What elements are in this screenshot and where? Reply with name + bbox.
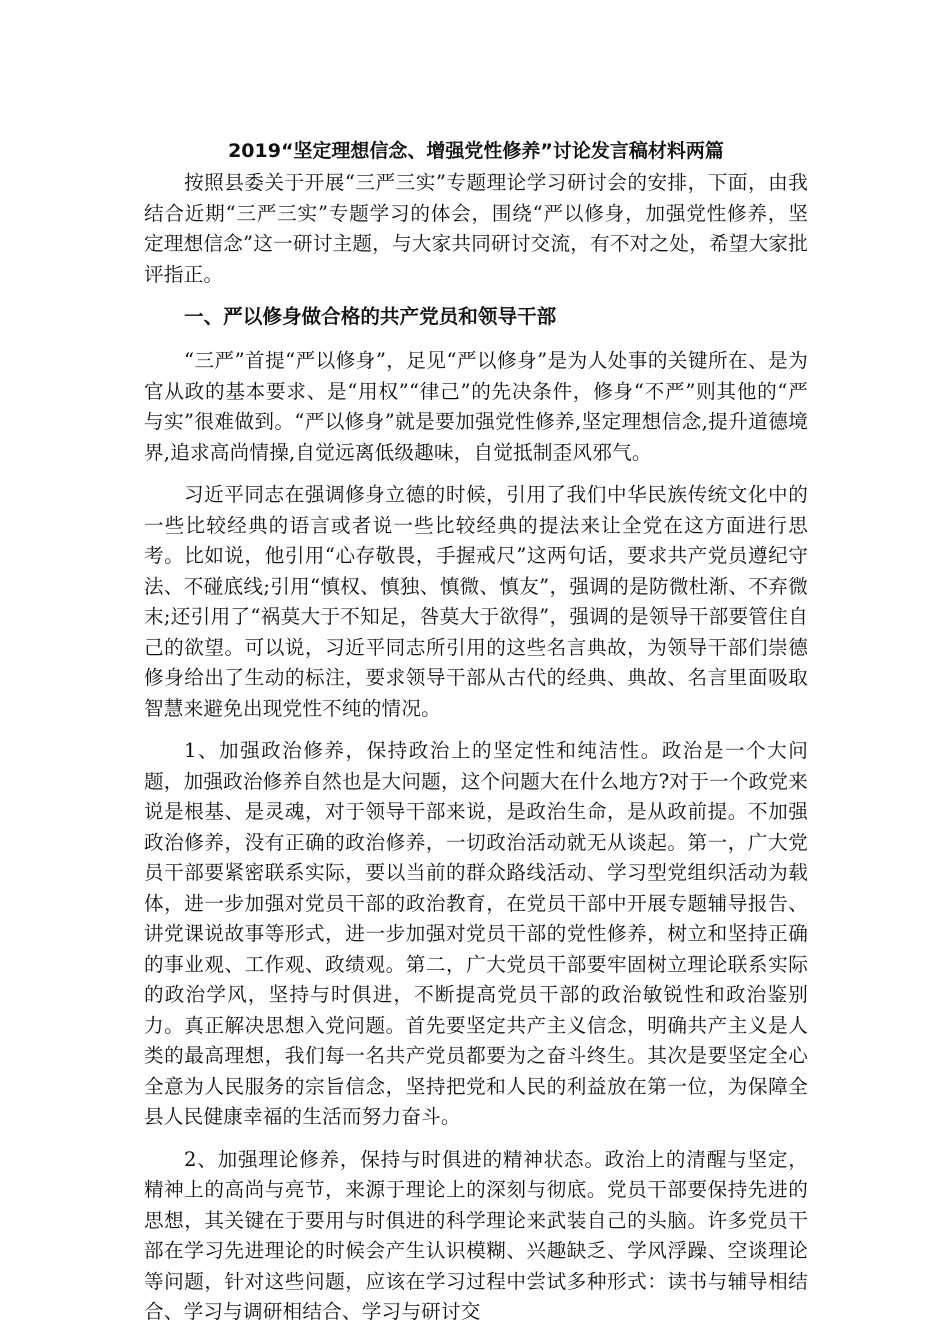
document-body [144,136,808,1340]
body-paragraph: “三严”首提“严以修身”，足见“严以修身”是为人处事的关键所在、是为官从政的基本要求、是“用权”“律己”的先决条件，修身“不严”则其他的“严与实”很难做到。“严以修身”就是要加强党性修养,坚定理想信念,提升道德境界,追求高尚情操,自觉远离低级趣味，自觉抵制歪风邪气。 [144,349,808,464]
document-title: 2019“坚定理想信念、增强党性修养”讨论发言稿材料两篇 [228,140,724,162]
intro-paragraph: 按照县委关于开展“三严三实”专题理论学习研讨会的安排，下面，由我结合近期“三严三实”专题学习的体会，围绕“严以修身，加强党性修养，坚定理想信念”这一研讨主题，与大家共同研讨交流，有不对之处，希望大家批评指正。 [144,171,808,286]
section-heading: 一、严以修身做合格的共产党员和领导干部 [184,305,557,328]
body-paragraph: 2、加强理论修养，保持与时俱进的精神状态。政治上的清醒与坚定，精神上的高尚与亮节，来源于理论上的深刻与彻底。党员干部要保持先进的思想，其关键在于要用与时俱进的科学理论来武装自己的头脑。许多党员干部在学习先进理论的时候会产生认识模糊、兴趣缺乏、学风浮躁、空谈理论等问题，针对这些问题，应该在学习过程中尝试多种形式：读书与辅导相结合、学习与调研相结合、学习与研讨交 [144,1147,808,1323]
body-paragraph: 1、加强政治修养，保持政治上的坚定性和纯洁性。政治是一个大问题，加强政治修养自然也是大问题，这个问题大在什么地方?对于一个政党来说是根基、是灵魂，对于领导干部来说，是政治生命，是从政前提。不加强政治修养，没有正确的政治修养，一切政治活动就无从谈起。第一，广大党员干部要紧密联系实际，要以当前的群众路线活动、学习型党组织活动为载体，进一步加强对党员干部的政治教育，在党员干部中开展专题辅导报告、讲党课说故事等形式，进一步加强对党员干部的党性修养，树立和坚持正确的事业观、工作观、政绩观。第二，广大党员干部要牢固树立理论联系实际的政治学风，坚持与时俱进，不断提高党员干部的政治敏锐性和政治鉴别力。真正解决思想入党问题。首先要坚定共产主义信念，明确共产主义是人类的最高理想，我们每一名共产党员都要为之奋斗终生。其次是要坚定全心全意为人民服务的宗旨信念，坚持把党和人民的利益放在第一位，为保障全县人民健康幸福的生活而努力奋斗。 [144,739,808,1128]
body-paragraph: 习近平同志在强调修身立德的时候，引用了我们中华民族传统文化中的一些比较经典的语言或者说一些比较经典的提法来让全党在这方面进行思考。比如说，他引用“心存敬畏，手握戒尺”这两句话，要求共产党员遵纪守法、不碰底线;引用“慎权、慎独、慎微、慎友”，强调的是防微杜渐、不弃微末;还引用了“祸莫大于不知足，咎莫大于欲得”，强调的是领导干部要管住自己的欲望。可以说，习近平同志所引用的这些名言典故，为领导干部们崇德修身给出了生动的标注，要求领导干部从古代的经典、典故、名言里面吸取智慧来避免出现党性不纯的情况。 [144,483,808,720]
